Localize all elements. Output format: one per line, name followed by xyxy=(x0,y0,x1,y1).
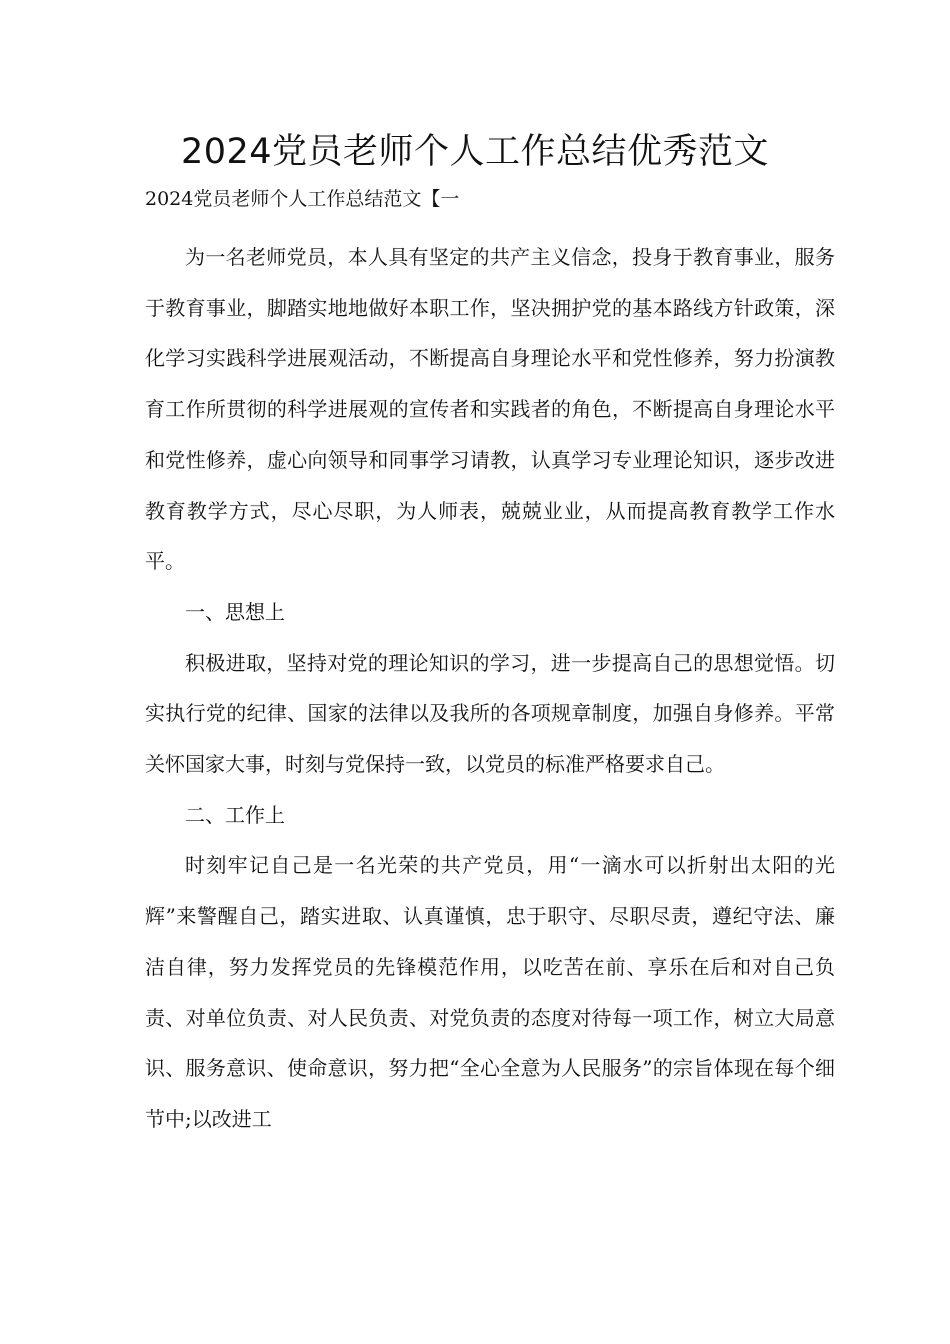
paragraph-thought: 积极进取，坚持对党的理论知识的学习，进一步提高自己的思想觉悟。切实执行党的纪律、国家的法律以及我所的各项规章制度，加强自身修养。平常关怀国家大事，时刻与党保持一致，以党员的标准严格要求自己。 xyxy=(145,650,835,777)
document-title: 2024党员老师个人工作总结优秀范文 xyxy=(180,132,770,172)
document-body xyxy=(145,232,835,1145)
paragraph-work: 时刻牢记自己是一名光荣的共产党员，用“一滴水可以折射出太阳的光辉”来警醒自己，踏实进取、认真谨慎，忠于职守、尽职尽责，遵纪守法、廉洁自律，努力发挥党员的先锋模范作用，以吃苦在前、享乐在后和对自己负责、对单位负责、对人民负责、对党负责的态度对待每一项工作，树立大局意识、服务意识、使命意识，努力把“全心全意为人民服务”的宗旨体现在每个细节中;以改进工 xyxy=(145,853,835,1131)
section-heading-thought: 一、思想上 xyxy=(185,599,285,624)
paragraph-intro: 为一名老师党员，本人具有坚定的共产主义信念，投身于教育事业，服务于教育事业，脚踏实地地做好本职工作，坚决拥护党的基本路线方针政策，深化学习实践科学进展观活动，不断提高自身理论水平和党性修养，努力扮演教育工作所贯彻的科学进展观的宣传者和实践者的角色，不断提高自身理论水平和党性修养，虚心向领导和同事学习请教，认真学习专业理论知识，逐步改进教育教学方式，尽心尽职，为人师表，兢兢业业，从而提高教育教学工作水平。 xyxy=(145,245,835,574)
section-heading-work: 二、工作上 xyxy=(185,802,285,827)
document-subtitle: 2024党员老师个人工作总结范文【一 xyxy=(145,188,460,210)
